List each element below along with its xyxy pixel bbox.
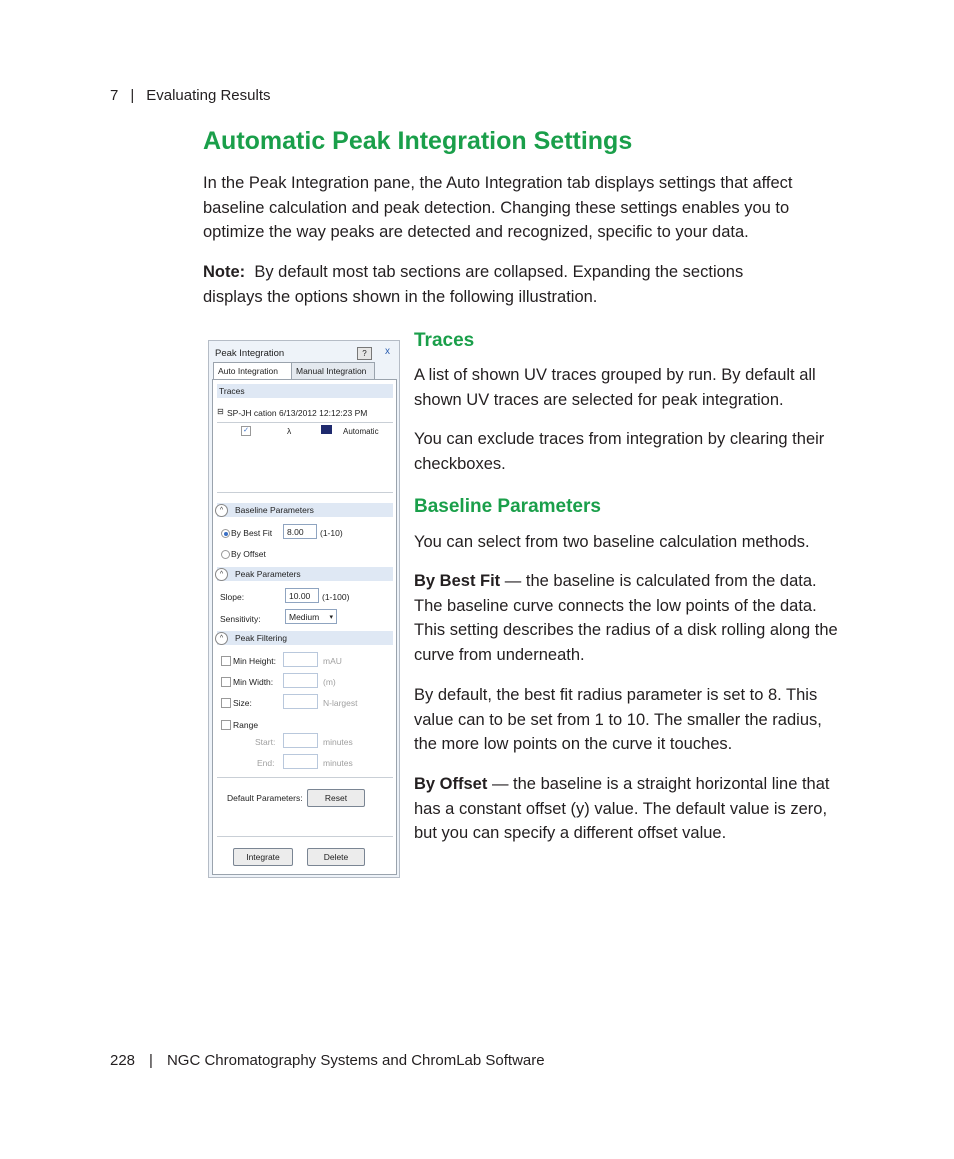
min-width-unit: (m) [323, 677, 336, 687]
trace-checkbox[interactable]: ✓ [241, 426, 251, 436]
collapse-baseline-icon[interactable]: ^ [215, 504, 228, 517]
range-label: Range [233, 720, 259, 730]
footer-text: NGC Chromatography Systems and ChromLab Software [166, 1052, 545, 1069]
best-fit-label: By Best Fit [231, 528, 273, 538]
slope-input[interactable]: 10.00 [285, 588, 319, 603]
chapter-title: Evaluating Results [146, 87, 271, 104]
traces-label: Traces [219, 386, 245, 396]
best-fit-default-paragraph: By default, the best fit radius parameter is set to 8. This value can to be set from 1 to 10. The smaller the radius, the more low points on the curve it touches. [414, 686, 822, 753]
baseline-section-label: Baseline Parameters [235, 505, 314, 515]
by-offset-radio[interactable] [221, 550, 230, 559]
help-icon[interactable]: ? [357, 347, 372, 360]
tab-manual-integration[interactable]: Manual Integration [291, 362, 375, 380]
note-label: Note: [203, 263, 246, 281]
page-title: Automatic Peak Integration Settings [203, 127, 633, 155]
intro-paragraph: In the Peak Integration pane, the Auto Integration tab displays settings that affect baseline calculation and peak detection. Changing these settings enables you to optimize the way peaks are detected and recognized, specific to your data. [203, 174, 793, 241]
start-input[interactable] [283, 733, 318, 748]
end-unit: minutes [323, 758, 353, 768]
traces-paragraph-2: You can exclude traces from integration by clearing their checkboxes. [414, 430, 825, 473]
collapse-filter-icon[interactable]: ^ [215, 632, 228, 645]
min-height-checkbox[interactable] [221, 656, 231, 666]
size-unit: N-largest [323, 698, 358, 708]
pane-title: Peak Integration [215, 348, 285, 359]
integrate-button[interactable]: Integrate [233, 848, 293, 866]
min-height-input[interactable] [283, 652, 318, 667]
filter-section-label: Peak Filtering [235, 633, 287, 643]
collapse-run-icon[interactable]: ⊟ [217, 407, 224, 416]
baseline-heading: Baseline Parameters [414, 496, 601, 517]
best-fit-range: (1-10) [320, 528, 343, 538]
by-offset-label: By Offset [231, 549, 266, 559]
chevron-down-icon: ▾ [329, 614, 333, 621]
sensitivity-value: Medium [289, 612, 320, 622]
reset-button[interactable]: Reset [307, 789, 365, 807]
min-width-label: Min Width: [233, 677, 274, 687]
by-offset-paragraph [414, 772, 844, 846]
best-fit-radio[interactable] [221, 529, 230, 538]
delete-button[interactable]: Delete [307, 848, 365, 866]
trace-color-swatch[interactable] [321, 425, 332, 434]
best-fit-paragraph [414, 569, 844, 667]
divider [217, 836, 393, 837]
best-fit-text: the baseline is calculated from the data. The baseline curve connects the low points of the data. This setting describes the radius of a disk rolling along the curve from underneath. [414, 572, 838, 664]
default-params-label: Default Parameters: [227, 793, 303, 803]
run-name: SP-JH cation 6/13/2012 12:12:23 PM [227, 408, 368, 418]
em-dash: — [491, 775, 509, 793]
min-width-input[interactable] [283, 673, 318, 688]
divider [217, 492, 393, 493]
start-unit: minutes [323, 737, 353, 747]
by-offset-text: the baseline is a straight horizontal line that has a constant offset (y) value. The default value is zero, but you can specify a different offset value. [414, 775, 830, 842]
best-fit-input[interactable]: 8.00 [283, 524, 317, 539]
em-dash: — [504, 572, 522, 590]
traces-paragraph-1: A list of shown UV traces grouped by run. By default all shown UV traces are selected for peak integration. [414, 366, 816, 409]
footer-separator: | [149, 1052, 153, 1069]
wavelength-symbol: λ [287, 426, 292, 436]
collapse-peak-icon[interactable]: ^ [215, 568, 228, 581]
size-label: Size: [233, 698, 252, 708]
range-checkbox[interactable] [221, 720, 231, 730]
note-paragraph [203, 260, 803, 309]
size-input[interactable] [283, 694, 318, 709]
end-input[interactable] [283, 754, 318, 769]
min-height-label: Min Height: [233, 656, 276, 666]
baseline-paragraph-1: You can select from two baseline calculation methods. [414, 533, 810, 551]
best-fit-term: By Best Fit [414, 572, 501, 590]
running-header [110, 87, 270, 104]
header-separator: | [130, 87, 135, 104]
chapter-number: 7 [110, 87, 119, 104]
trace-mode: Automatic [343, 427, 379, 436]
end-label: End: [257, 758, 275, 768]
page-number: 228 [110, 1052, 136, 1069]
min-height-unit: mAU [323, 656, 342, 666]
start-label: Start: [255, 737, 276, 747]
divider [217, 777, 393, 778]
running-footer [110, 1052, 545, 1069]
peak-integration-pane [208, 340, 400, 878]
size-checkbox[interactable] [221, 698, 231, 708]
slope-range: (1-100) [322, 592, 350, 602]
close-icon[interactable]: x [385, 346, 390, 357]
by-offset-term: By Offset [414, 775, 488, 793]
sensitivity-select[interactable] [285, 609, 337, 624]
sensitivity-label: Sensitivity: [220, 614, 261, 624]
min-width-checkbox[interactable] [221, 677, 231, 687]
note-text: By default most tab sections are collapsed. Expanding the sections displays the options shown in the following illustration. [203, 263, 744, 306]
auto-integration-body [212, 379, 397, 875]
slope-label: Slope: [220, 592, 245, 602]
traces-heading: Traces [414, 330, 475, 351]
tab-auto-integration[interactable]: Auto Integration [213, 362, 292, 380]
peak-section-label: Peak Parameters [235, 569, 301, 579]
divider [217, 422, 393, 423]
